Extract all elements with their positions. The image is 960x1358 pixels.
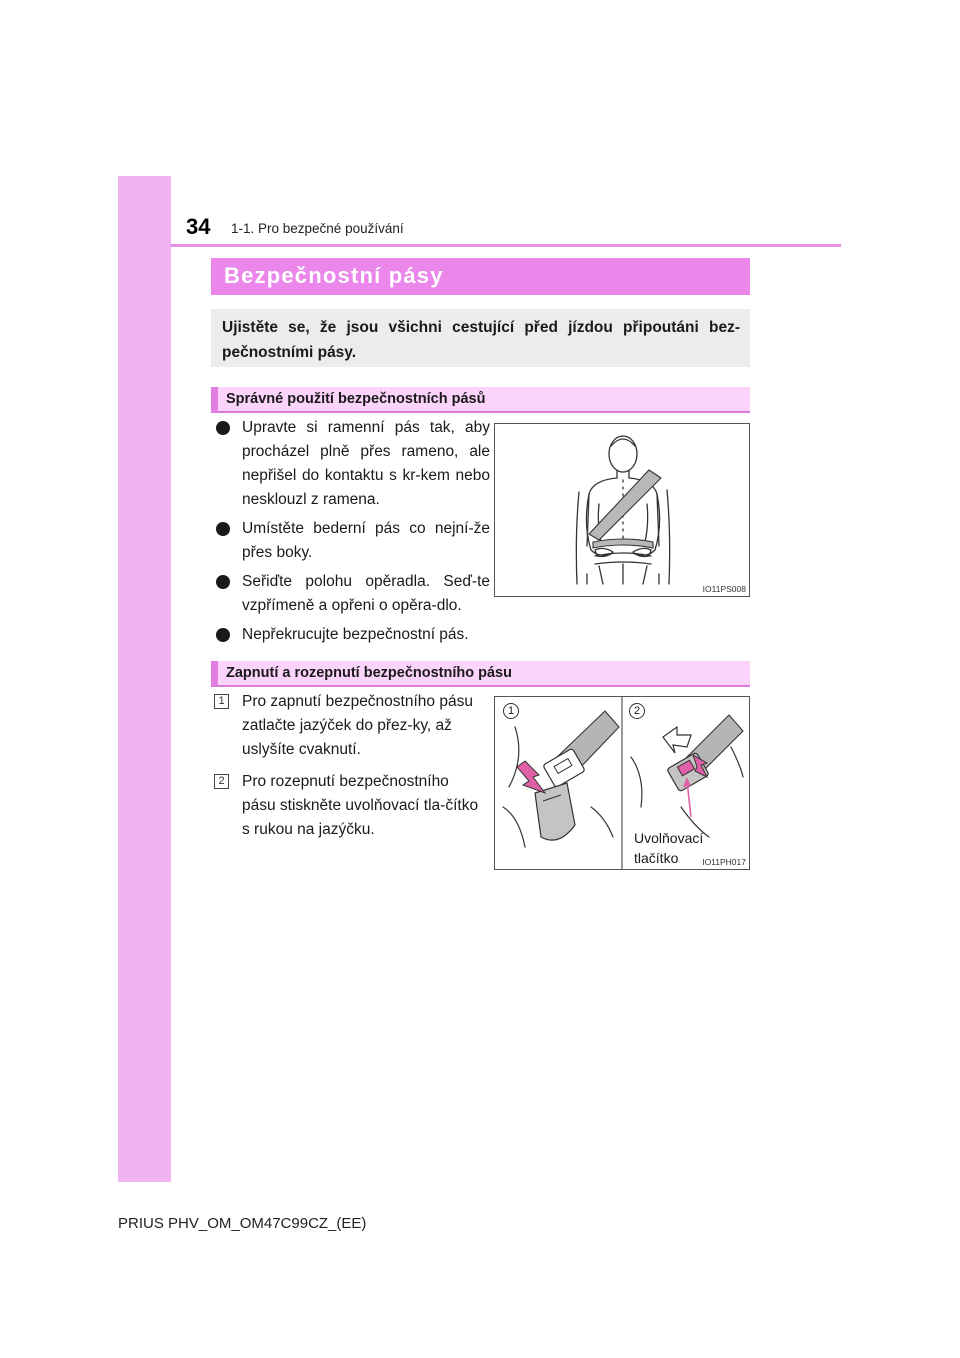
bullet-icon — [216, 421, 230, 435]
seated-passenger-figure — [494, 423, 750, 597]
step-text: Pro zapnutí bezpečnostního pásu zatlačte jazýček do přez-ky, až uslyšíte cvaknutí. — [242, 693, 473, 758]
bullet-icon — [216, 575, 230, 589]
page-number: 34 — [186, 214, 211, 239]
footer-doc-id: PRIUS PHV_OM_OM47C99CZ_(EE) — [118, 1215, 367, 1232]
bullet-icon — [216, 628, 230, 642]
subhead-fastening: Zapnutí a rozepnutí bezpečnostního pásu — [211, 661, 750, 687]
intro-box — [211, 309, 750, 367]
list-item: Nepřekrucujte bezpečnostní pás. — [214, 623, 514, 647]
section-title: Bezpečnostní pásy — [211, 258, 750, 295]
subhead-correct-use: Správné použití bezpečnostních pásů — [211, 387, 750, 413]
bullet-icon — [216, 522, 230, 536]
buckle-figure — [494, 696, 750, 870]
release-button-label: Uvolňovací tlačítko — [634, 830, 704, 866]
list-item: Umístěte bederní pás co nejní-že přes boky. — [214, 517, 490, 565]
step-number: 1 — [214, 694, 229, 709]
intro-text: Ujistěte se, že jsou všichni cestující před jízdou připoutáni bez-pečnostními pásy. — [222, 319, 740, 361]
callout-number: 1 — [503, 703, 519, 719]
step-item — [214, 770, 484, 842]
seated-passenger-illustration — [495, 424, 749, 596]
figure-code: IO11PS008 — [702, 584, 746, 594]
correct-use-list — [214, 416, 490, 652]
buckle-illustration — [495, 697, 749, 869]
header-rule — [171, 244, 841, 247]
side-tab — [118, 176, 171, 1182]
step-item — [214, 690, 484, 762]
callout-number: 2 — [629, 703, 645, 719]
figure-code: IO11PH017 — [702, 857, 746, 867]
list-item: Upravte si ramenní pás tak, aby procházel plně přes rameno, ale nepřišel do kontaktu s kr-kem nebo nesklouzl z ramena. — [214, 416, 490, 512]
list-item: Seřiďte polohu opěradla. Seď-te vzpřímeně a opřeni o opěra-dlo. — [214, 570, 490, 618]
step-text: Pro rozepnutí bezpečnostního pásu stiskněte uvolňovací tla-čítko s rukou na jazýčku. — [242, 773, 479, 838]
step-number: 2 — [214, 774, 229, 789]
fastening-steps — [214, 690, 484, 850]
chapter-title: 1-1. Pro bezpečné používání — [231, 221, 404, 236]
